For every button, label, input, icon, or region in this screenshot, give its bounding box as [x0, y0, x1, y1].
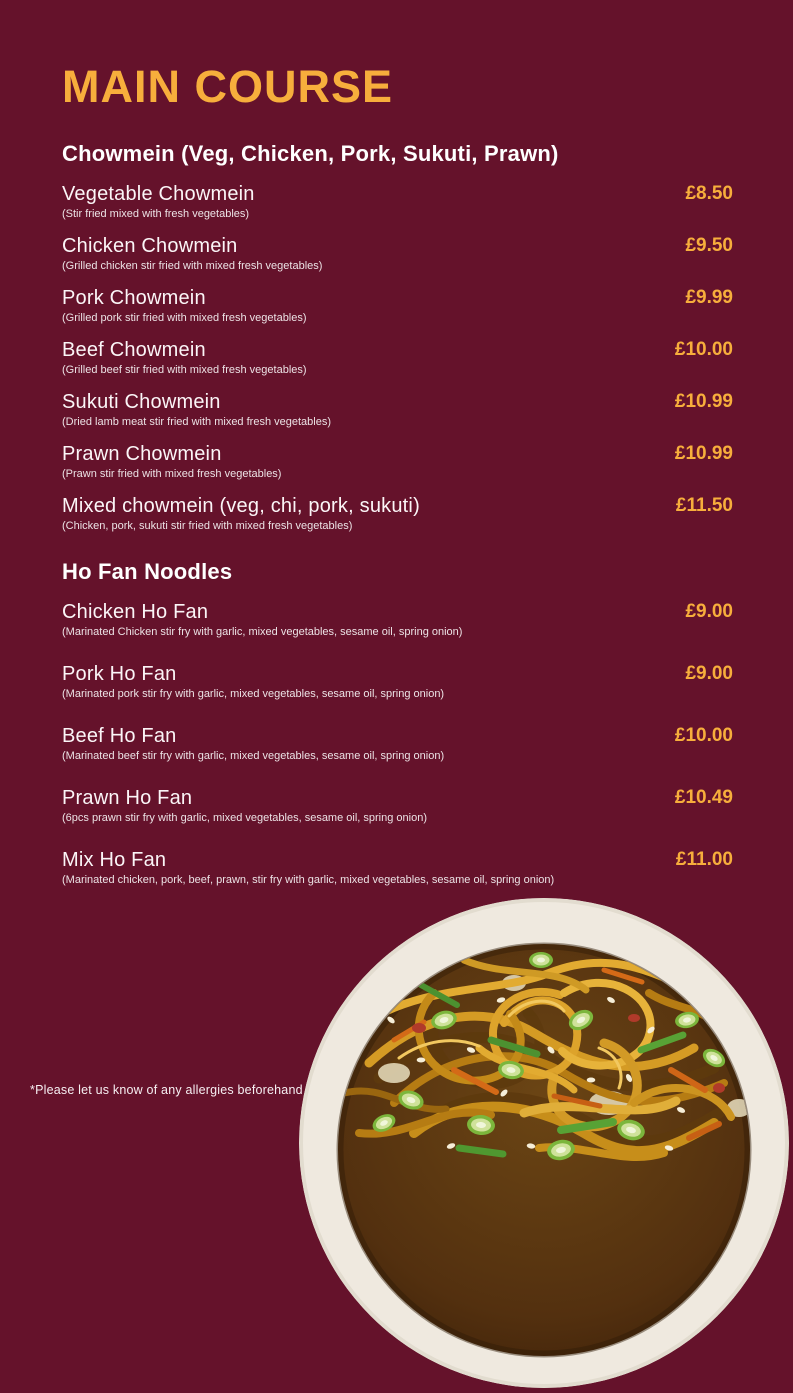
- item-price: £9.50: [685, 234, 733, 256]
- item-description: (Stir fried mixed with fresh vegetables): [62, 207, 250, 220]
- item-text: [62, 494, 420, 533]
- item-price: £11.00: [675, 848, 733, 870]
- item-text: [62, 786, 427, 825]
- item-description: (Grilled pork stir fried with mixed fresh vegetables): [62, 311, 307, 324]
- item-price: £11.50: [675, 494, 733, 516]
- menu-item: [62, 786, 733, 825]
- menu-item: [62, 390, 733, 429]
- item-text: [62, 234, 322, 273]
- item-name: Vegetable Chowmein: [62, 182, 255, 205]
- item-name: Prawn Chowmein: [62, 442, 222, 465]
- item-price: £10.00: [674, 338, 733, 360]
- menu-item: [62, 286, 733, 325]
- item-text: [62, 390, 331, 429]
- item-name: Prawn Ho Fan: [62, 786, 193, 809]
- menu-item: [62, 662, 733, 701]
- item-description: (6pcs prawn stir fry with garlic, mixed vegetables, sesame oil, spring onion): [62, 811, 427, 824]
- item-description: (Grilled chicken stir fried with mixed fresh vegetables): [62, 259, 323, 272]
- menu-item: [62, 182, 733, 221]
- item-price: £10.99: [674, 442, 733, 464]
- menu-item: [62, 234, 733, 273]
- item-text: [62, 724, 444, 763]
- item-text: [62, 286, 307, 325]
- item-text: [62, 848, 554, 887]
- item-name: Beef Ho Fan: [62, 724, 177, 747]
- item-price: £9.00: [685, 600, 733, 622]
- section-ho-fan: [62, 559, 733, 887]
- item-description: (Marinated chicken, pork, beef, prawn, stir fry with garlic, mixed vegetables, sesame oil, spring onion): [62, 873, 555, 886]
- item-description: (Grilled beef stir fried with mixed fresh vegetables): [62, 363, 307, 376]
- item-description: (Dried lamb meat stir fried with mixed fresh vegetables): [62, 415, 331, 428]
- item-text: [62, 338, 307, 377]
- noodle-bowl-illustration: [299, 898, 789, 1388]
- item-name: Sukuti Chowmein: [62, 390, 221, 413]
- item-description: (Chicken, pork, sukuti stir fried with mixed fresh vegetables): [62, 519, 353, 532]
- noodle-bowl-photo: [299, 898, 789, 1388]
- item-name: Mixed chowmein (veg, chi, pork, sukuti): [62, 494, 420, 517]
- section-header-chowmein: Chowmein (Veg, Chicken, Pork, Sukuti, Prawn): [62, 140, 559, 166]
- item-price: £10.49: [674, 786, 733, 808]
- item-name: Chicken Chowmein: [62, 234, 238, 257]
- page-title: MAIN COURSE: [62, 61, 394, 112]
- item-price: £9.99: [685, 286, 733, 308]
- item-name: Pork Chowmein: [62, 286, 206, 309]
- allergy-footnote: *Please let us know of any allergies beforehand: [30, 1083, 303, 1097]
- item-description: (Marinated pork stir fry with garlic, mixed vegetables, sesame oil, spring onion): [62, 687, 445, 700]
- item-name: Chicken Ho Fan: [62, 600, 209, 623]
- item-name: Beef Chowmein: [62, 338, 206, 361]
- item-price: £8.50: [685, 182, 733, 204]
- menu-item: [62, 848, 733, 887]
- item-description: (Prawn stir fried with mixed fresh vegetables): [62, 467, 282, 480]
- menu-item: [62, 442, 733, 481]
- item-price: £10.99: [674, 390, 733, 412]
- item-description: (Marinated Chicken stir fry with garlic, mixed vegetables, sesame oil, spring onion): [62, 625, 463, 638]
- section-header-ho-fan: Ho Fan Noodles: [62, 558, 233, 584]
- item-name: Mix Ho Fan: [62, 848, 167, 871]
- item-text: [62, 182, 255, 221]
- menu-item: [62, 494, 733, 533]
- menu-item: [62, 600, 733, 639]
- item-name: Pork Ho Fan: [62, 662, 177, 685]
- item-price: £9.00: [685, 662, 733, 684]
- menu-item: [62, 724, 733, 763]
- item-price: £10.00: [674, 724, 733, 746]
- item-text: [62, 600, 462, 639]
- item-description: (Marinated beef stir fry with garlic, mixed vegetables, sesame oil, spring onion): [62, 749, 445, 762]
- item-text: [62, 442, 281, 481]
- menu-item: [62, 338, 733, 377]
- item-text: [62, 662, 444, 701]
- section-chowmein: [62, 141, 733, 533]
